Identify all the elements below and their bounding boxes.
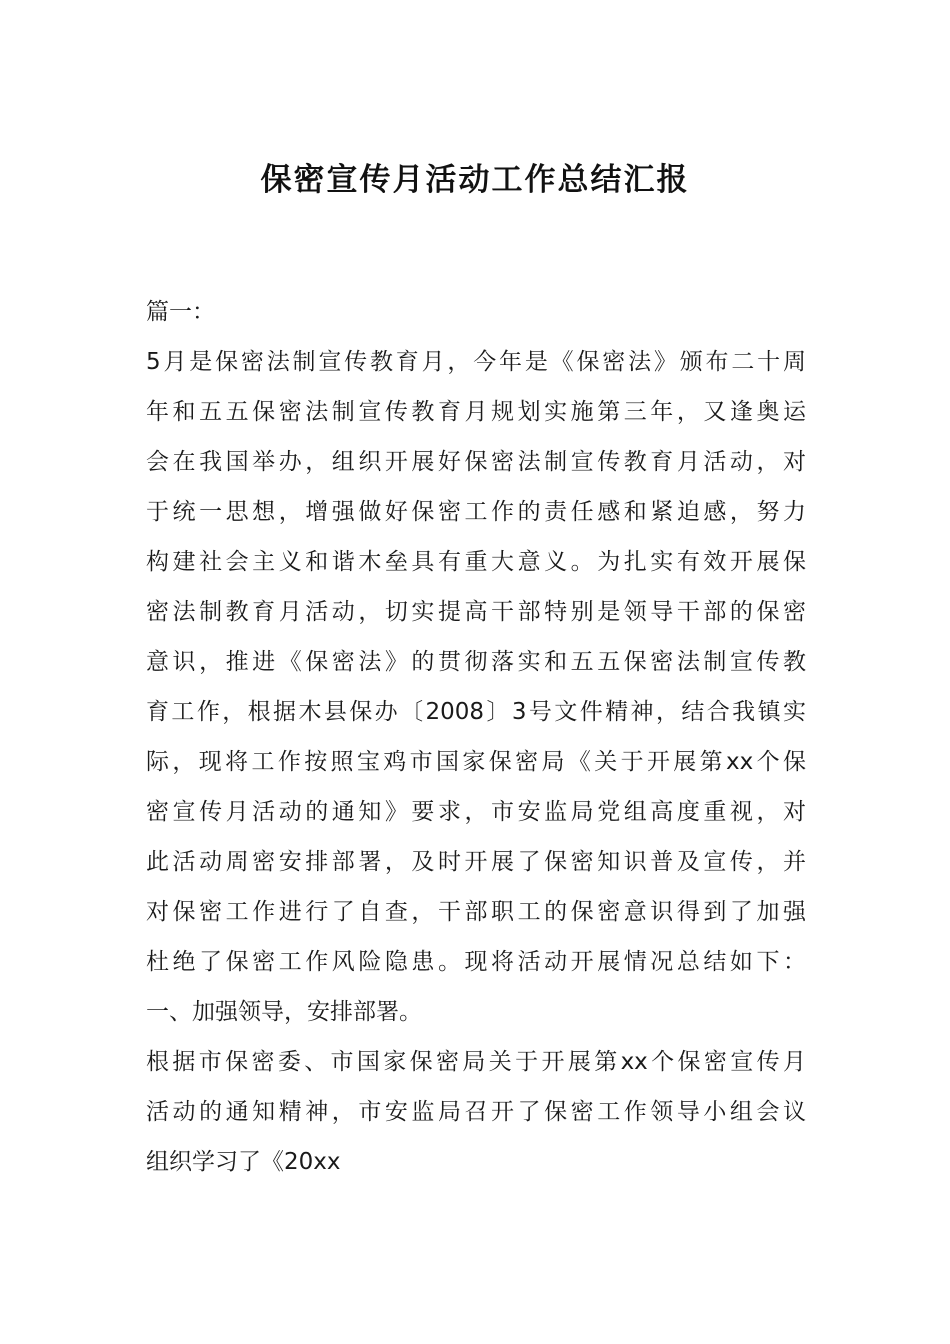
text-line: 密法制教育月活动，切实提高干部特别是领导干部的保密	[146, 599, 806, 625]
text-line: 篇一：	[146, 299, 215, 325]
text-line: 5月是保密法制宣传教育月，今年是《保密法》颁布二十周	[146, 349, 806, 375]
section-heading: 一、加强领导，安排部署。	[146, 999, 422, 1025]
document-title: 保密宣传月活动工作总结汇报	[260, 162, 690, 198]
text-line: 密宣传月活动的通知》要求，市安监局党组高度重视，对	[146, 799, 806, 825]
text-line: 此活动周密安排部署，及时开展了保密知识普及宣传，并	[146, 849, 806, 875]
text-line: 根据市保密委、市国家保密局关于开展第xx个保密宣传月	[146, 1049, 806, 1075]
text-line: 年和五五保密法制宣传教育月规划实施第三年，又逢奥运	[146, 399, 806, 425]
text-line: 会在我国举办，组织开展好保密法制宣传教育月活动，对	[146, 449, 806, 475]
text-line: 育工作，根据木县保办〔2008〕3号文件精神，结合我镇实	[146, 699, 806, 725]
text-line: 于统一思想，增强做好保密工作的责任感和紧迫感，努力	[146, 499, 806, 525]
text-line: 际，现将工作按照宝鸡市国家保密局《关于开展第xx个保	[146, 749, 806, 775]
text-line: 杜绝了保密工作风险隐患。现将活动开展情况总结如下：	[146, 949, 806, 975]
text-line: 组织学习了《20xx	[146, 1149, 341, 1175]
document-body	[146, 287, 806, 1187]
text-line: 对保密工作进行了自查，干部职工的保密意识得到了加强	[146, 899, 806, 925]
text-line: 构建社会主义和谐木垒具有重大意义。为扎实有效开展保	[146, 549, 806, 575]
text-line: 活动的通知精神，市安监局召开了保密工作领导小组会议	[146, 1099, 806, 1125]
text-line: 意识，推进《保密法》的贯彻落实和五五保密法制宣传教	[146, 649, 806, 675]
